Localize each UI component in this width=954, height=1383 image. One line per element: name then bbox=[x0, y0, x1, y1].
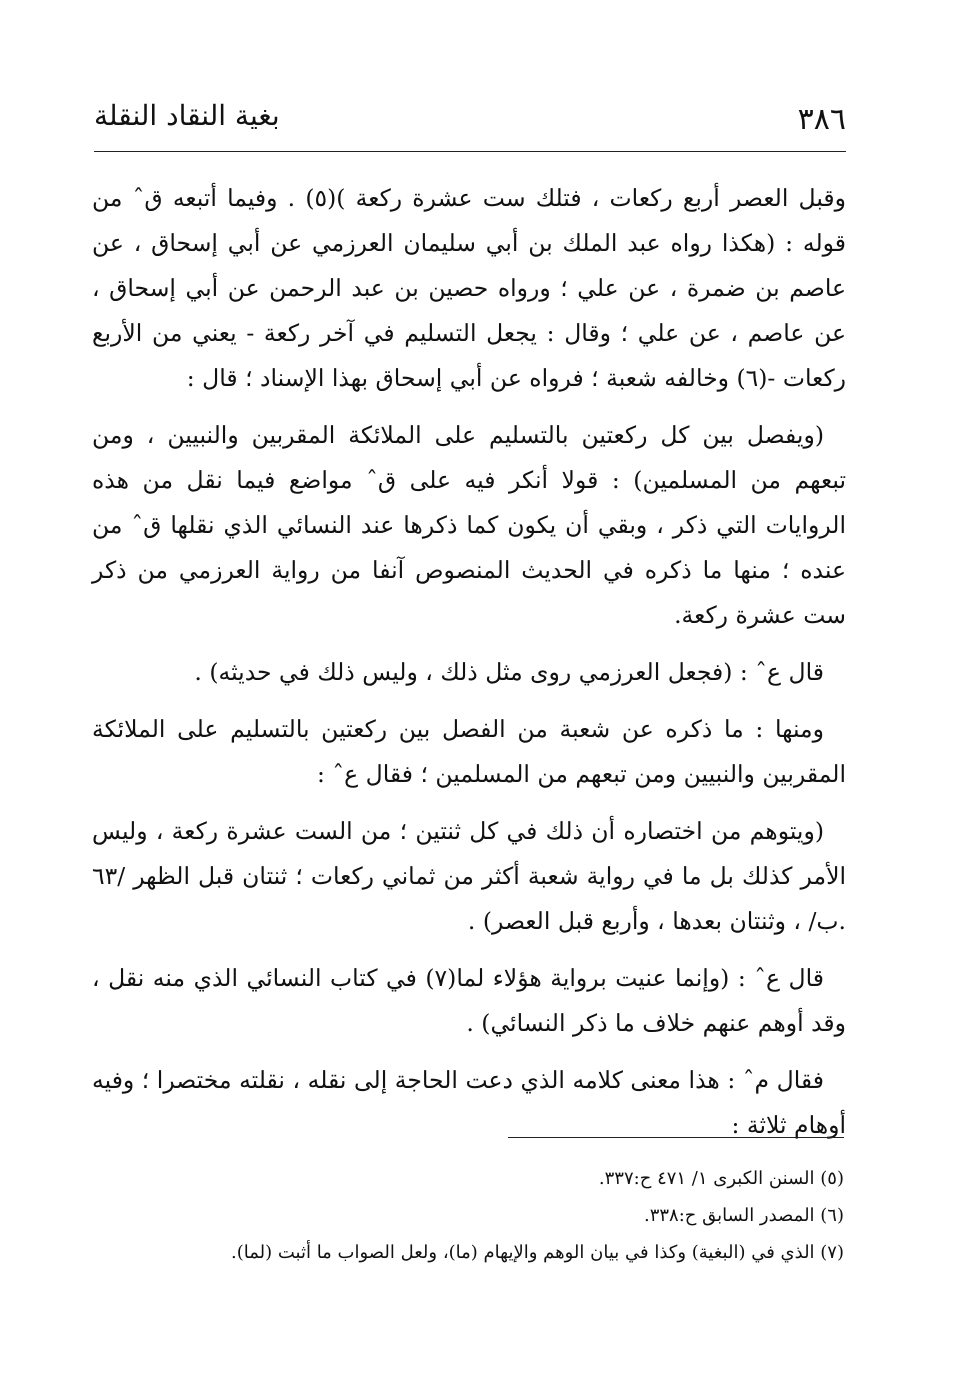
header-rule bbox=[94, 151, 846, 152]
running-title: بغية النقاد النقلة bbox=[94, 99, 280, 132]
footnotes bbox=[92, 1160, 844, 1271]
paragraph: فقال مˆ : هذا معنى كلامه الذي دعت الحاجة إلى نقله ، نقلته مختصرا ؛ وفيه أوهام ثلاثة : bbox=[92, 1066, 846, 1139]
paragraph: قال عˆ : (وإنما عنيت برواية هؤلاء لما(٧) في كتاب النسائي الذي منه نقل ، وقد أوهم عنهم خلاف ما ذكر النسائي) . bbox=[92, 964, 846, 1037]
page-number: ٣٨٦ bbox=[797, 102, 846, 137]
paragraph: (ويتوهم من اختصاره أن ذلك في كل ثنتين ؛ من الست عشرة ركعة ، وليس الأمر كذلك بل ما في رواية شعبة أكثر من ثماني ركعات ؛ ثنتان قبل الظهر /٦٣ .ب/ ، وثنتان بعدها ، وأربع قبل العصر) . bbox=[92, 817, 846, 935]
paragraph: (ويفصل بين كل ركعتين بالتسليم على الملائكة المقربين والنبيين ، ومن تبعهم من المسلمين) : قولا أنكر فيه على قˆ مواضع فيما نقل من هذه الروايات التي ذكر ، وبقي أن يكون كما ذكرها عند النسائي الذي نقلها قˆ من عنده ؛ منها ما ذكره في الحديث المنصوص آنفا من رواية العرزمي من ذكر ست عشرة ركعة. bbox=[92, 421, 846, 629]
footnote: (٦) المصدر السابق ح:٣٣٨. bbox=[643, 1205, 844, 1226]
main-text bbox=[92, 176, 846, 1160]
page-header bbox=[94, 96, 846, 140]
paragraph: ومنها : ما ذكره عن شعبة من الفصل بين ركعتين بالتسليم على الملائكة المقربين والنبيين ومن تبعهم من المسلمين ؛ فقال عˆ : bbox=[92, 715, 846, 788]
footnote: (٧) الذي في (البغية) وكذا في بيان الوهم والإيهام (ما)، ولعل الصواب ما أثبت (لما). bbox=[231, 1242, 844, 1263]
footnote: (٥) السنن الكبرى ١/ ٤٧١ ح:٣٣٧. bbox=[598, 1168, 844, 1189]
paragraph: قال عˆ : (فجعل العرزمي روى مثل ذلك ، وليس ذلك في حديثه) . bbox=[194, 658, 824, 686]
paragraph: وقبل العصر أربع ركعات ، فتلك ست عشرة ركعة )(٥) . وفيما أتبعه قˆ من قوله : (هكذا رواه عبد الملك بن أبي سليمان العرزمي عن أبي إسحاق ، عن عاصم بن ضمرة ، عن علي ؛ ورواه حصين بن عبد الرحمن عن أبي إسحاق ، عن عاصم ، عن علي ؛ وقال : يجعل التسليم في آخر ركعة - يعني من الأربع ركعات -(٦) وخالفه شعبة ؛ فرواه عن أبي إسحاق بهذا الإسناد ؛ قال : bbox=[92, 184, 846, 392]
footnote-rule bbox=[508, 1137, 844, 1138]
